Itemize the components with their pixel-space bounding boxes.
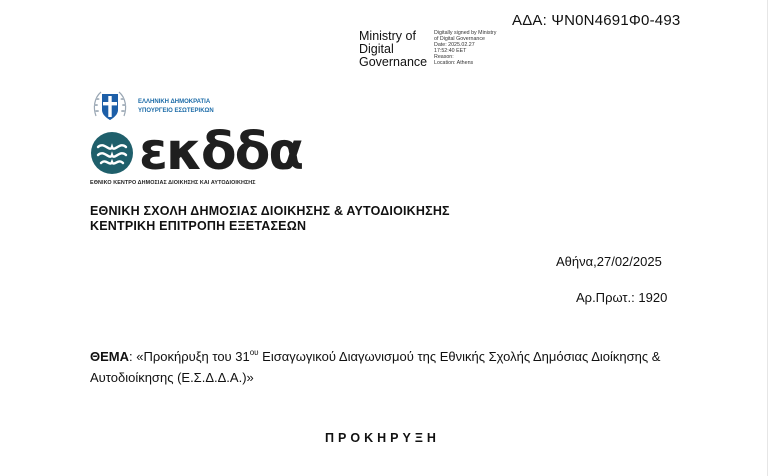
signer-line: Digital [359, 42, 394, 56]
gov-line: ΥΠΟΥΡΓΕΙΟ ΕΣΩΤΕΡΙΚΩΝ [138, 108, 214, 114]
announcement-heading: ΠΡΟΚΗΡΥΞΗ [325, 431, 440, 445]
signature-line: Date: 2025.02.27 [434, 42, 475, 49]
greek-emblem-icon [90, 86, 130, 126]
subject-paragraph [90, 346, 710, 388]
organization-name: ΕΘΝΙΚΗ ΣΧΟΛΗ ΔΗΜΟΣΙΑΣ ΔΙΟΙΚΗΣΗΣ & ΑΥΤΟΔΙΟΙΚΗΣΗΣ [90, 204, 450, 218]
subject-text: : «Προκήρυξη του 31 [129, 349, 250, 364]
subject-text-cont: Εισαγωγικού Διαγωνισμού της Εθνικής Σχολής Δημόσιας Διοίκησης & Αυτοδιοίκησης (Ε.Σ.Δ.Δ.Α.)» [90, 349, 661, 385]
signer-line: Governance [359, 55, 428, 69]
signature-line: Location: Athens [434, 60, 474, 67]
protocol-number: Αρ.Πρωτ.: 1920 [576, 290, 668, 305]
signer-name [359, 30, 439, 69]
signature-line: of Digital Governance [434, 36, 485, 43]
signature-line: Digitally signed by Ministry [434, 30, 497, 36]
gov-line: ΕΛΛΗΝΙΚΗ ΔΗΜΟΚΡΑΤΙΑ [138, 99, 211, 105]
signature-line: Reason: [434, 54, 454, 61]
signer-line: Ministry of [359, 29, 416, 43]
ordinal-superscript: ου [249, 348, 259, 357]
subject-label: ΘΕΜΑ [90, 349, 129, 364]
ekdda-wordmark: εκδδα [139, 122, 303, 182]
committee-name: ΚΕΝΤΡΙΚΗ ΕΠΙΤΡΟΠΗ ΕΞΕΤΑΣΕΩΝ [90, 219, 307, 233]
ekdda-logo-icon [90, 131, 134, 175]
ekdda-fullname: ΕΘΝΙΚΟ ΚΕΝΤΡΟ ΔΗΜΟΣΙΑΣ ΔΙΟΙΚΗΣΗΣ ΚΑΙ ΑΥΤΟΔΙΟΙΚΗΣΗΣ [90, 180, 256, 186]
digital-signature-block[interactable] [434, 30, 524, 67]
ada-code: ΑΔΑ: ΨΝ0Ν4691Φ0-493 [512, 12, 681, 29]
document-date: Αθήνα,27/02/2025 [556, 254, 662, 269]
government-text [138, 98, 214, 116]
signature-line: 17:52:40 EET [434, 48, 467, 55]
